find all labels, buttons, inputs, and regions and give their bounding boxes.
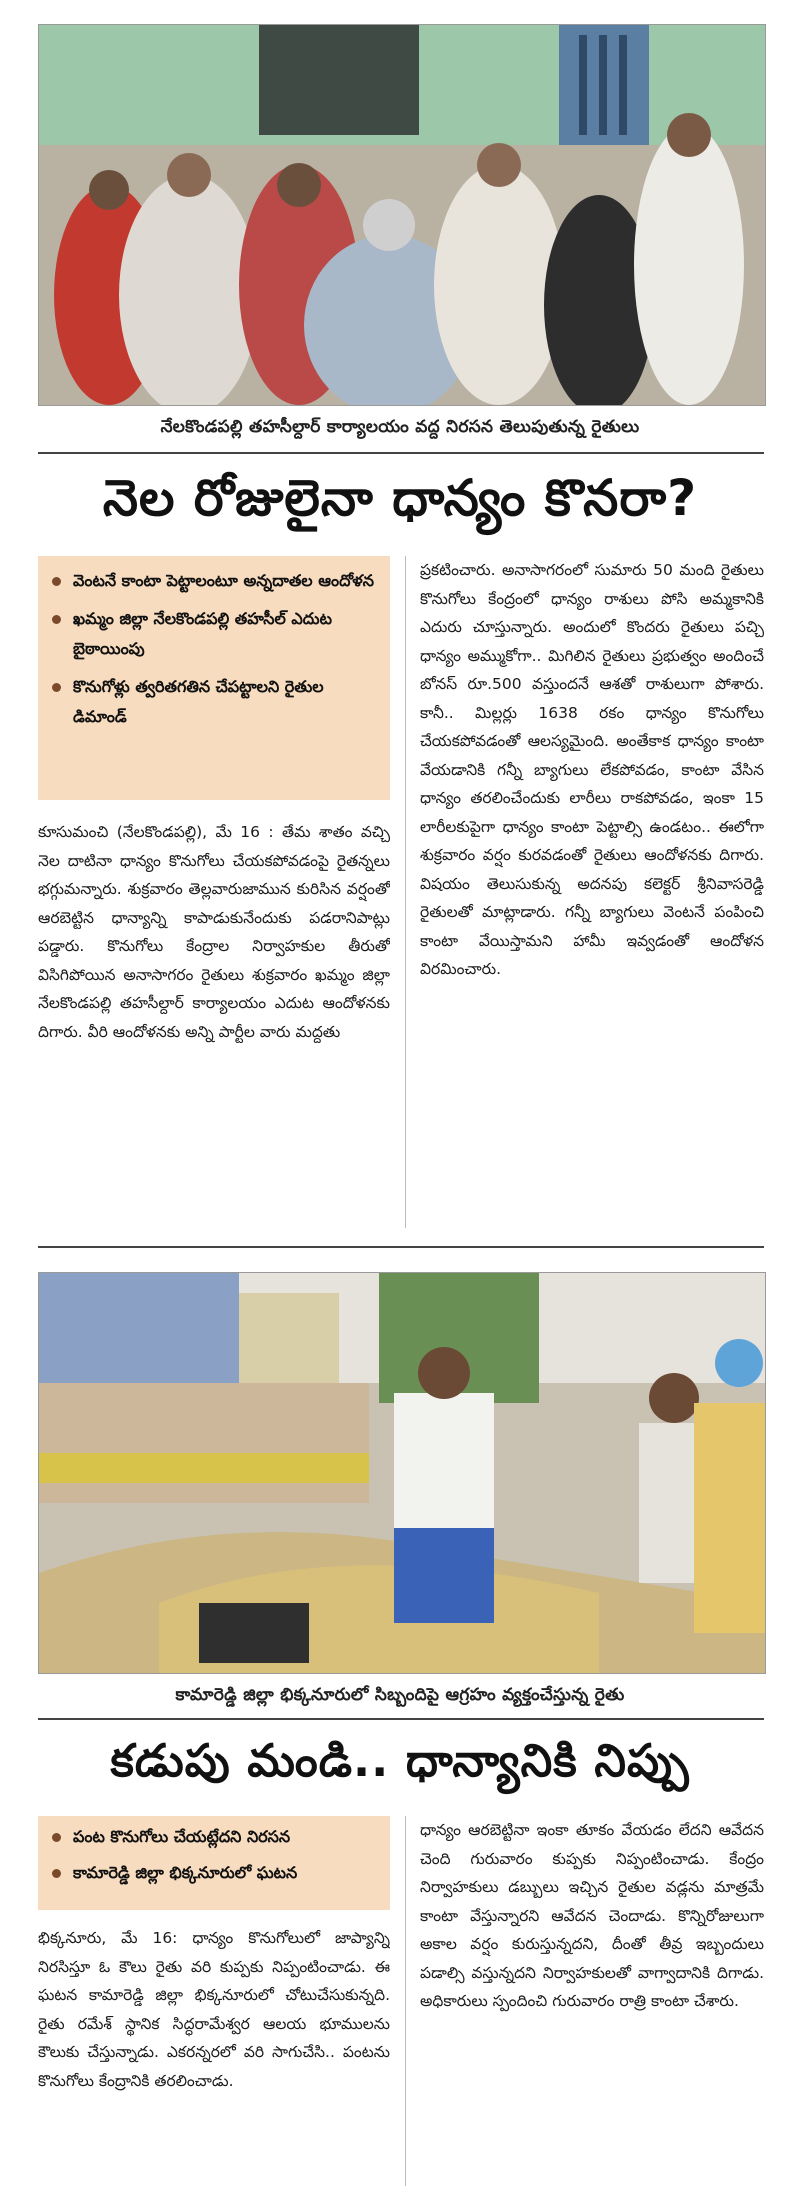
divider: [38, 1246, 764, 1248]
bullet-icon: [52, 1869, 61, 1878]
article-paragraph: భిక్కనూరు, మే 16: ధాన్యం కొనుగోలులో జాప్యాన్ని నిరసిస్తూ ఓ కౌలు రైతు వరి కుప్పకు నిప్పంటించాడు. ఈ ఘటన కామారెడ్డి జిల్లా భిక్కనూరులో చోటుచేసుకున్నది. రైతు రమేశ్ స్థానిక సిద్ధరామేశ్వర ఆలయ భూములను కౌలుకు చేస్తున్నాడు. ఎకరన్నరలో వరి సాగుచేసి.. పంటను కొనుగోలు కేంద్రానికి తరలించాడు.: [38, 1929, 390, 2090]
photo-caption: కామారెడ్డి జిల్లా భిక్కనూరులో సిబ్బందిపై ఆగ్రహం వ్యక్తంచేస్తున్న రైతు: [175, 1685, 625, 1705]
highlight-item: కొనుగోళ్లు త్వరితగతిన చేపట్టాలని రైతుల డిమాండ్: [52, 672, 376, 732]
column-divider: [405, 1816, 406, 2186]
bullet-icon: [52, 683, 61, 692]
article-paragraph: కూసుమంచి (నేలకొండపల్లి), మే 16 : తేమ శాతం వచ్చి నెల దాటినా ధాన్యం కొనుగోలు చేయకపోవడంపై రైతన్నలు భగ్గుమన్నారు. శుక్రవారం తెల్లవారుజామున కురిసిన వర్షంతో ఆరబెట్టిన ధాన్యాన్ని కాపాడుకునేందుకు పడరానిపాట్లు పడ్డారు. కొనుగోలు కేంద్రాల నిర్వాహకుల తీరుతో విసిగిపోయిన అనాసాగరం రైతులు శుక్రవారం ఖమ్మం జిల్లా నేలకొండపల్లి తహసీల్దార్ కార్యాలయం ఎదుట ఆందోళనకు దిగారు. వీరి ఆందోళనకు అన్ని పార్టీల వారు మద్దతు: [38, 823, 390, 1041]
column-divider: [405, 556, 406, 1228]
article-body-right: [420, 1816, 764, 2186]
highlight-item: కామారెడ్డి జిల్లా భిక్కనూరులో ఘటన: [52, 1858, 376, 1888]
bullet-icon: [52, 615, 61, 624]
highlight-item: ఖమ్మం జిల్లా నేలకొండపల్లి తహసీల్ ఎదుట బైఠాయింపు: [52, 604, 376, 664]
divider: [38, 1718, 764, 1720]
article-paragraph: ధాన్యం ఆరబెట్టినా ఇంకా తూకం వేయడం లేదని ఆవేదన చెంది గురువారం కుప్పకు నిప్పంటించాడు. కేంద్రం నిర్వాహకులు డబ్బులు ఇచ్చిన రైతుల వడ్లను మాత్రమే కాంటా వేస్తున్నారని ఆవేదన చెందాడు. కొన్నిరోజులుగా అకాల వర్షం కురుస్తున్నదని, దీంతో తీవ్ర ఇబ్బందులు పడాల్సి వస్తున్నదని నిర్వాహకులతో వాగ్వాదానికి దిగాడు. అధికారులు స్పందించి గురువారం రాత్రి కాంటా చేశారు.: [420, 1821, 764, 2010]
bullet-icon: [52, 577, 61, 586]
highlight-box: [38, 1816, 390, 1910]
highlight-item: వెంటనే కాంటా పెట్టాలంటూ అన్నదాతల ఆందోళన: [52, 566, 376, 596]
article-paragraph: ప్రకటించారు. అనాసాగరంలో సుమారు 50 మంది రైతులు కొనుగోలు కేంద్రంలో ధాన్యం రాశులు పోసి అమ్మకానికి ఎదురు చూస్తున్నారు. అందులో కొందరు రైతులు పచ్చి ధాన్యం అమ్ముకోగా.. మిగిలిన రైతులు ప్రభుత్వం అందించే బోనస్ రూ.500 వస్తుందనే ఆశతో రాశులుగా పోశారు. కానీ.. మిల్లర్లు 1638 రకం ధాన్యం కొనుగోలు చేయకపోవడంతో ఆలస్యమైంది. అంతేకాక ధాన్యం కాంటా వేయడానికి గన్నీ బ్యాగులు లేకపోవడం, కాంటా వేసిన ధాన్యం తరలించేందుకు లారీలు రాకపోవడం, ఇంకా 15 లారీలకుపైగా ధాన్యం కాంటా పెట్టాల్సి ఉండటం.. ఈలోగా శుక్రవారం వర్షం కురవడంతో రైతులు ఆందోళనకు దిగారు. విషయం తెలుసుకున్న అదనపు కలెక్టర్ శ్రీనివాసరెడ్డి రైతులతో మాట్లాడారు. గన్నీ బ్యాగులు వెంటనే పంపించి కాంటా వేయిస్తామని హామీ ఇవ్వడంతో ఆందోళన విరమించారు.: [420, 561, 764, 978]
page-title: కడుపు మండి.. ధాన్యానికి నిప్పు: [110, 1734, 690, 1787]
page-title: నెల రోజులైనా ధాన్యం కొనరా?: [102, 469, 698, 527]
article-body-left: [38, 818, 390, 1228]
highlight-item: పంట కొనుగోలు చేయట్లేదని నిరసన: [52, 1822, 376, 1852]
highlight-box: [38, 556, 390, 800]
farmer-photo: [38, 1272, 766, 1674]
photo-caption: నేలకొండపల్లి తహసీల్దార్ కార్యాలయం వద్ద నిరసన తెలుపుతున్న రైతులు: [160, 417, 640, 437]
bullet-icon: [52, 1833, 61, 1842]
article-body-right: [420, 556, 764, 1228]
divider: [38, 452, 764, 454]
protest-photo: [38, 24, 766, 406]
article-body-left: [38, 1924, 390, 2186]
